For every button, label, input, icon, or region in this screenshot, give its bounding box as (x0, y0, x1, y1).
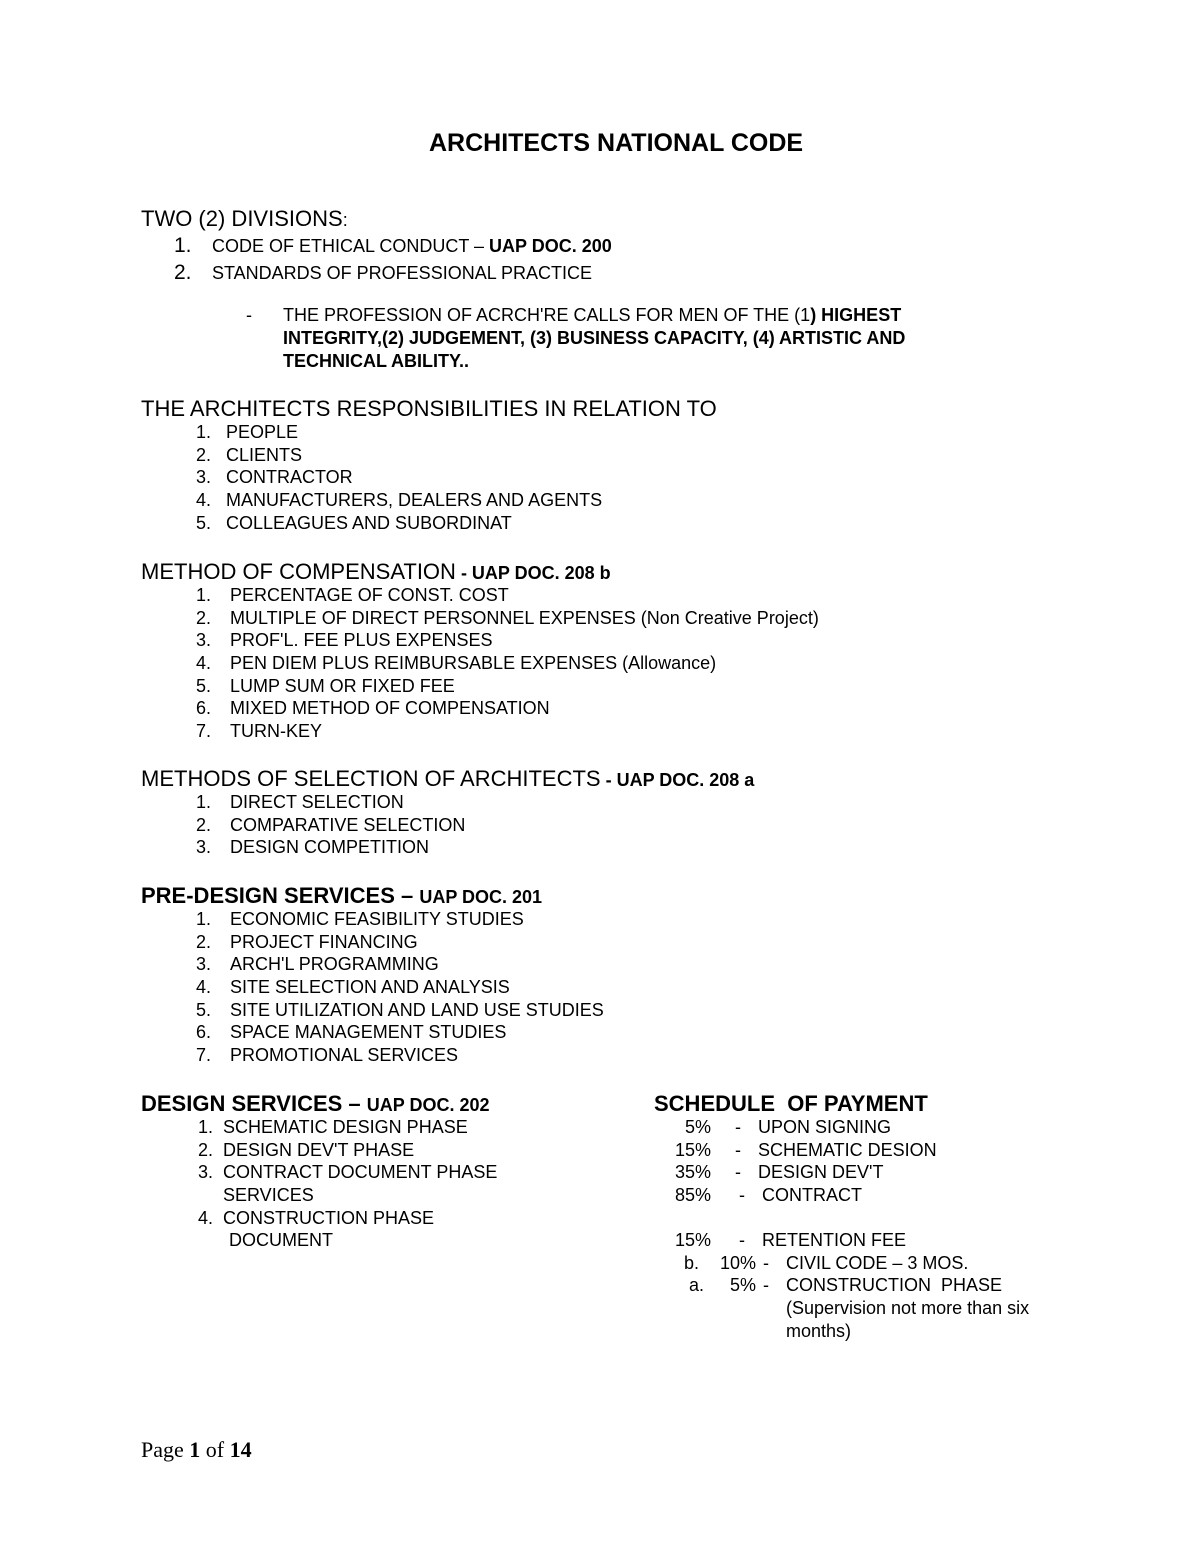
note-line-1-plain: THE PROFESSION OF ACRCH'RE CALLS FOR MEN OF THE (1 (283, 305, 811, 325)
selection-heading-text: METHODS OF SELECTION OF ARCHITECTS (141, 766, 601, 791)
schedule-pct: 35% (674, 1162, 711, 1182)
schedule-text: RETENTION FEE (762, 1230, 907, 1250)
schedule-pct: 85% (674, 1185, 711, 1205)
schedule-dash: - (739, 1230, 745, 1250)
list-item-text: COMPARATIVE SELECTION (230, 815, 466, 835)
list-item (196, 977, 510, 998)
list-item-num: 3. (196, 837, 212, 857)
list-item (198, 1208, 435, 1229)
list-item-num: 2. (196, 445, 212, 465)
schedule-text: DESIGN DEV'T (758, 1162, 884, 1182)
list-item-num: 3. (198, 1162, 214, 1182)
list-item (196, 585, 509, 606)
list-item-num: 4. (196, 977, 212, 997)
list-item (196, 608, 819, 629)
list-item-text: LUMP SUM OR FIXED FEE (230, 676, 455, 696)
design-ref: UAP DOC. 202 (366, 1095, 490, 1115)
list-item (196, 698, 550, 719)
list-item (196, 815, 466, 836)
list-item-text: CONTRACTOR (226, 467, 353, 487)
list-item-text: CONTRACT DOCUMENT PHASE (223, 1162, 498, 1182)
note-line-1 (283, 305, 901, 326)
schedule-sub-pct: 10% (719, 1253, 756, 1273)
list-item (196, 490, 603, 511)
list-item-text: SCHEMATIC DESIGN PHASE (223, 1117, 468, 1137)
list-item-num: 3. (196, 467, 212, 487)
list-item (196, 1022, 507, 1043)
division-text: CODE OF ETHICAL CONDUCT – (212, 236, 490, 256)
schedule-sub-text: CIVIL CODE – 3 MOS. (786, 1253, 969, 1273)
list-item-num: 6. (196, 1022, 212, 1042)
schedule-pct: 15% (674, 1140, 711, 1160)
footer-page-number: 1 (189, 1437, 201, 1462)
division-text: STANDARDS OF PROFESSIONAL PRACTICE (212, 263, 593, 283)
schedule-sub-letter: a. (689, 1275, 705, 1295)
list-item (196, 422, 299, 443)
division-item (174, 234, 612, 258)
list-item-num: 1. (196, 792, 212, 812)
list-item-text: DIRECT SELECTION (230, 792, 404, 812)
divisions-heading-colon: : (342, 210, 348, 230)
list-item-text: SERVICES (223, 1185, 314, 1205)
list-item (196, 1000, 604, 1021)
compensation-heading-text: METHOD OF COMPENSATION (141, 559, 456, 584)
schedule-note-line-1: (Supervision not more than six (786, 1298, 1030, 1318)
schedule-sub-letter: b. (684, 1253, 700, 1273)
list-item-text: DOCUMENT (229, 1230, 333, 1250)
list-item-text: SITE UTILIZATION AND LAND USE STUDIES (230, 1000, 604, 1020)
list-item-text: CONSTRUCTION PHASE (223, 1208, 435, 1228)
footer-of-word: of (200, 1437, 230, 1462)
schedule-sub-pct: 5% (729, 1275, 756, 1295)
list-item-text: CLIENTS (226, 445, 303, 465)
list-item-text: ECONOMIC FEASIBILITY STUDIES (230, 909, 524, 929)
list-item (196, 445, 303, 466)
schedule-sub-dash: - (763, 1275, 769, 1295)
list-item-text: TURN-KEY (230, 721, 323, 741)
division-item (174, 261, 593, 285)
list-item-text: PROF'L. FEE PLUS EXPENSES (230, 630, 493, 650)
list-item-num: 1. (196, 585, 212, 605)
responsibilities-heading: THE ARCHITECTS RESPONSIBILITIES IN RELATION TO (141, 396, 717, 421)
list-item (198, 1162, 498, 1183)
schedule-note-line-2: months) (786, 1321, 852, 1341)
schedule-dash: - (735, 1117, 741, 1137)
list-item-num: 2. (196, 932, 212, 952)
list-item (196, 630, 493, 651)
page-title: ARCHITECTS NATIONAL CODE (429, 129, 804, 157)
list-item-num: 1. (196, 422, 212, 442)
list-item-text: PEN DIEM PLUS REIMBURSABLE EXPENSES (Allowance) (230, 653, 717, 673)
list-item (196, 676, 455, 697)
list-item (196, 653, 717, 674)
list-item-text: MANUFACTURERS, DEALERS AND AGENTS (226, 490, 603, 510)
design-heading-text: DESIGN SERVICES – (141, 1091, 367, 1116)
schedule-heading: SCHEDULE OF PAYMENT (654, 1091, 928, 1116)
list-item-text: MIXED METHOD OF COMPENSATION (230, 698, 550, 718)
list-item (196, 909, 524, 930)
list-item-num: 1. (198, 1117, 214, 1137)
list-item (196, 467, 353, 488)
list-item-text: PEOPLE (226, 422, 299, 442)
selection-heading (141, 766, 754, 792)
schedule-text: CONTRACT (762, 1185, 862, 1205)
list-item-text: SITE SELECTION AND ANALYSIS (230, 977, 510, 997)
list-item (196, 932, 418, 953)
list-item (196, 513, 512, 534)
list-item-num: 4. (196, 490, 212, 510)
schedule-sub-dash: - (763, 1253, 769, 1273)
note-line-3: TECHNICAL ABILITY.. (283, 351, 470, 371)
note-line-1-bold: ) HIGHEST (810, 305, 902, 325)
list-item (196, 721, 323, 742)
note-dash: - (246, 305, 252, 325)
predesign-ref: UAP DOC. 201 (419, 887, 543, 907)
divisions-heading-text: TWO (2) DIVISIONS (141, 206, 343, 231)
predesign-heading-text: PRE-DESIGN SERVICES – (141, 883, 420, 908)
list-item (196, 1045, 459, 1066)
list-item-num: 5. (196, 676, 212, 696)
selection-ref: - UAP DOC. 208 a (600, 770, 755, 790)
list-item-text: DESIGN COMPETITION (230, 837, 430, 857)
schedule-dash: - (735, 1162, 741, 1182)
list-item-text: DESIGN DEV'T PHASE (223, 1140, 415, 1160)
list-item-num: 7. (196, 721, 212, 741)
list-item (198, 1117, 468, 1138)
list-item-num: 4. (198, 1208, 214, 1228)
design-heading (141, 1091, 490, 1117)
list-item (196, 837, 430, 858)
list-item-num: 6. (196, 698, 212, 718)
list-item-num: 1. (196, 909, 212, 929)
list-item-text: PROJECT FINANCING (230, 932, 418, 952)
list-item-text: COLLEAGUES AND SUBORDINAT (226, 513, 512, 533)
note-line-2: INTEGRITY,(2) JUDGEMENT, (3) BUSINESS CAPACITY, (4) ARTISTIC AND (283, 328, 906, 348)
list-item-num: 2. (196, 608, 212, 628)
list-item-text: PROMOTIONAL SERVICES (230, 1045, 459, 1065)
list-item-num: 5. (196, 513, 212, 533)
list-item-text: SPACE MANAGEMENT STUDIES (230, 1022, 507, 1042)
schedule-text: SCHEMATIC DESION (758, 1140, 937, 1160)
schedule-dash: - (739, 1185, 745, 1205)
list-item-text: PERCENTAGE OF CONST. COST (230, 585, 509, 605)
list-item-num: 2. (198, 1140, 214, 1160)
list-item-num: 3. (196, 630, 212, 650)
schedule-pct: 15% (674, 1230, 711, 1250)
schedule-dash: - (735, 1140, 741, 1160)
list-item (198, 1140, 415, 1161)
schedule-sub-text: CONSTRUCTION PHASE (786, 1275, 1003, 1295)
division-ref: UAP DOC. 200 (489, 236, 612, 256)
list-item-num: 5. (196, 1000, 212, 1020)
list-item-text: MULTIPLE OF DIRECT PERSONNEL EXPENSES (Non Creative Project) (230, 608, 819, 628)
footer-page-word: Page (141, 1437, 190, 1462)
schedule-text: UPON SIGNING (758, 1117, 892, 1137)
compensation-heading (141, 559, 611, 585)
division-num: 2. (174, 261, 192, 284)
schedule-pct: 5% (684, 1117, 711, 1137)
list-item-num: 2. (196, 815, 212, 835)
list-item (196, 792, 404, 813)
list-item-num: 4. (196, 653, 212, 673)
list-item-num: 7. (196, 1045, 212, 1065)
compensation-ref: - UAP DOC. 208 b (455, 563, 611, 583)
footer-total-pages: 14 (229, 1437, 252, 1462)
list-item-num: 3. (196, 954, 212, 974)
list-item (196, 954, 439, 975)
division-num: 1. (174, 234, 192, 257)
page-footer (141, 1437, 252, 1463)
predesign-heading (141, 883, 542, 909)
divisions-heading (141, 206, 348, 232)
list-item-text: ARCH'L PROGRAMMING (230, 954, 439, 974)
